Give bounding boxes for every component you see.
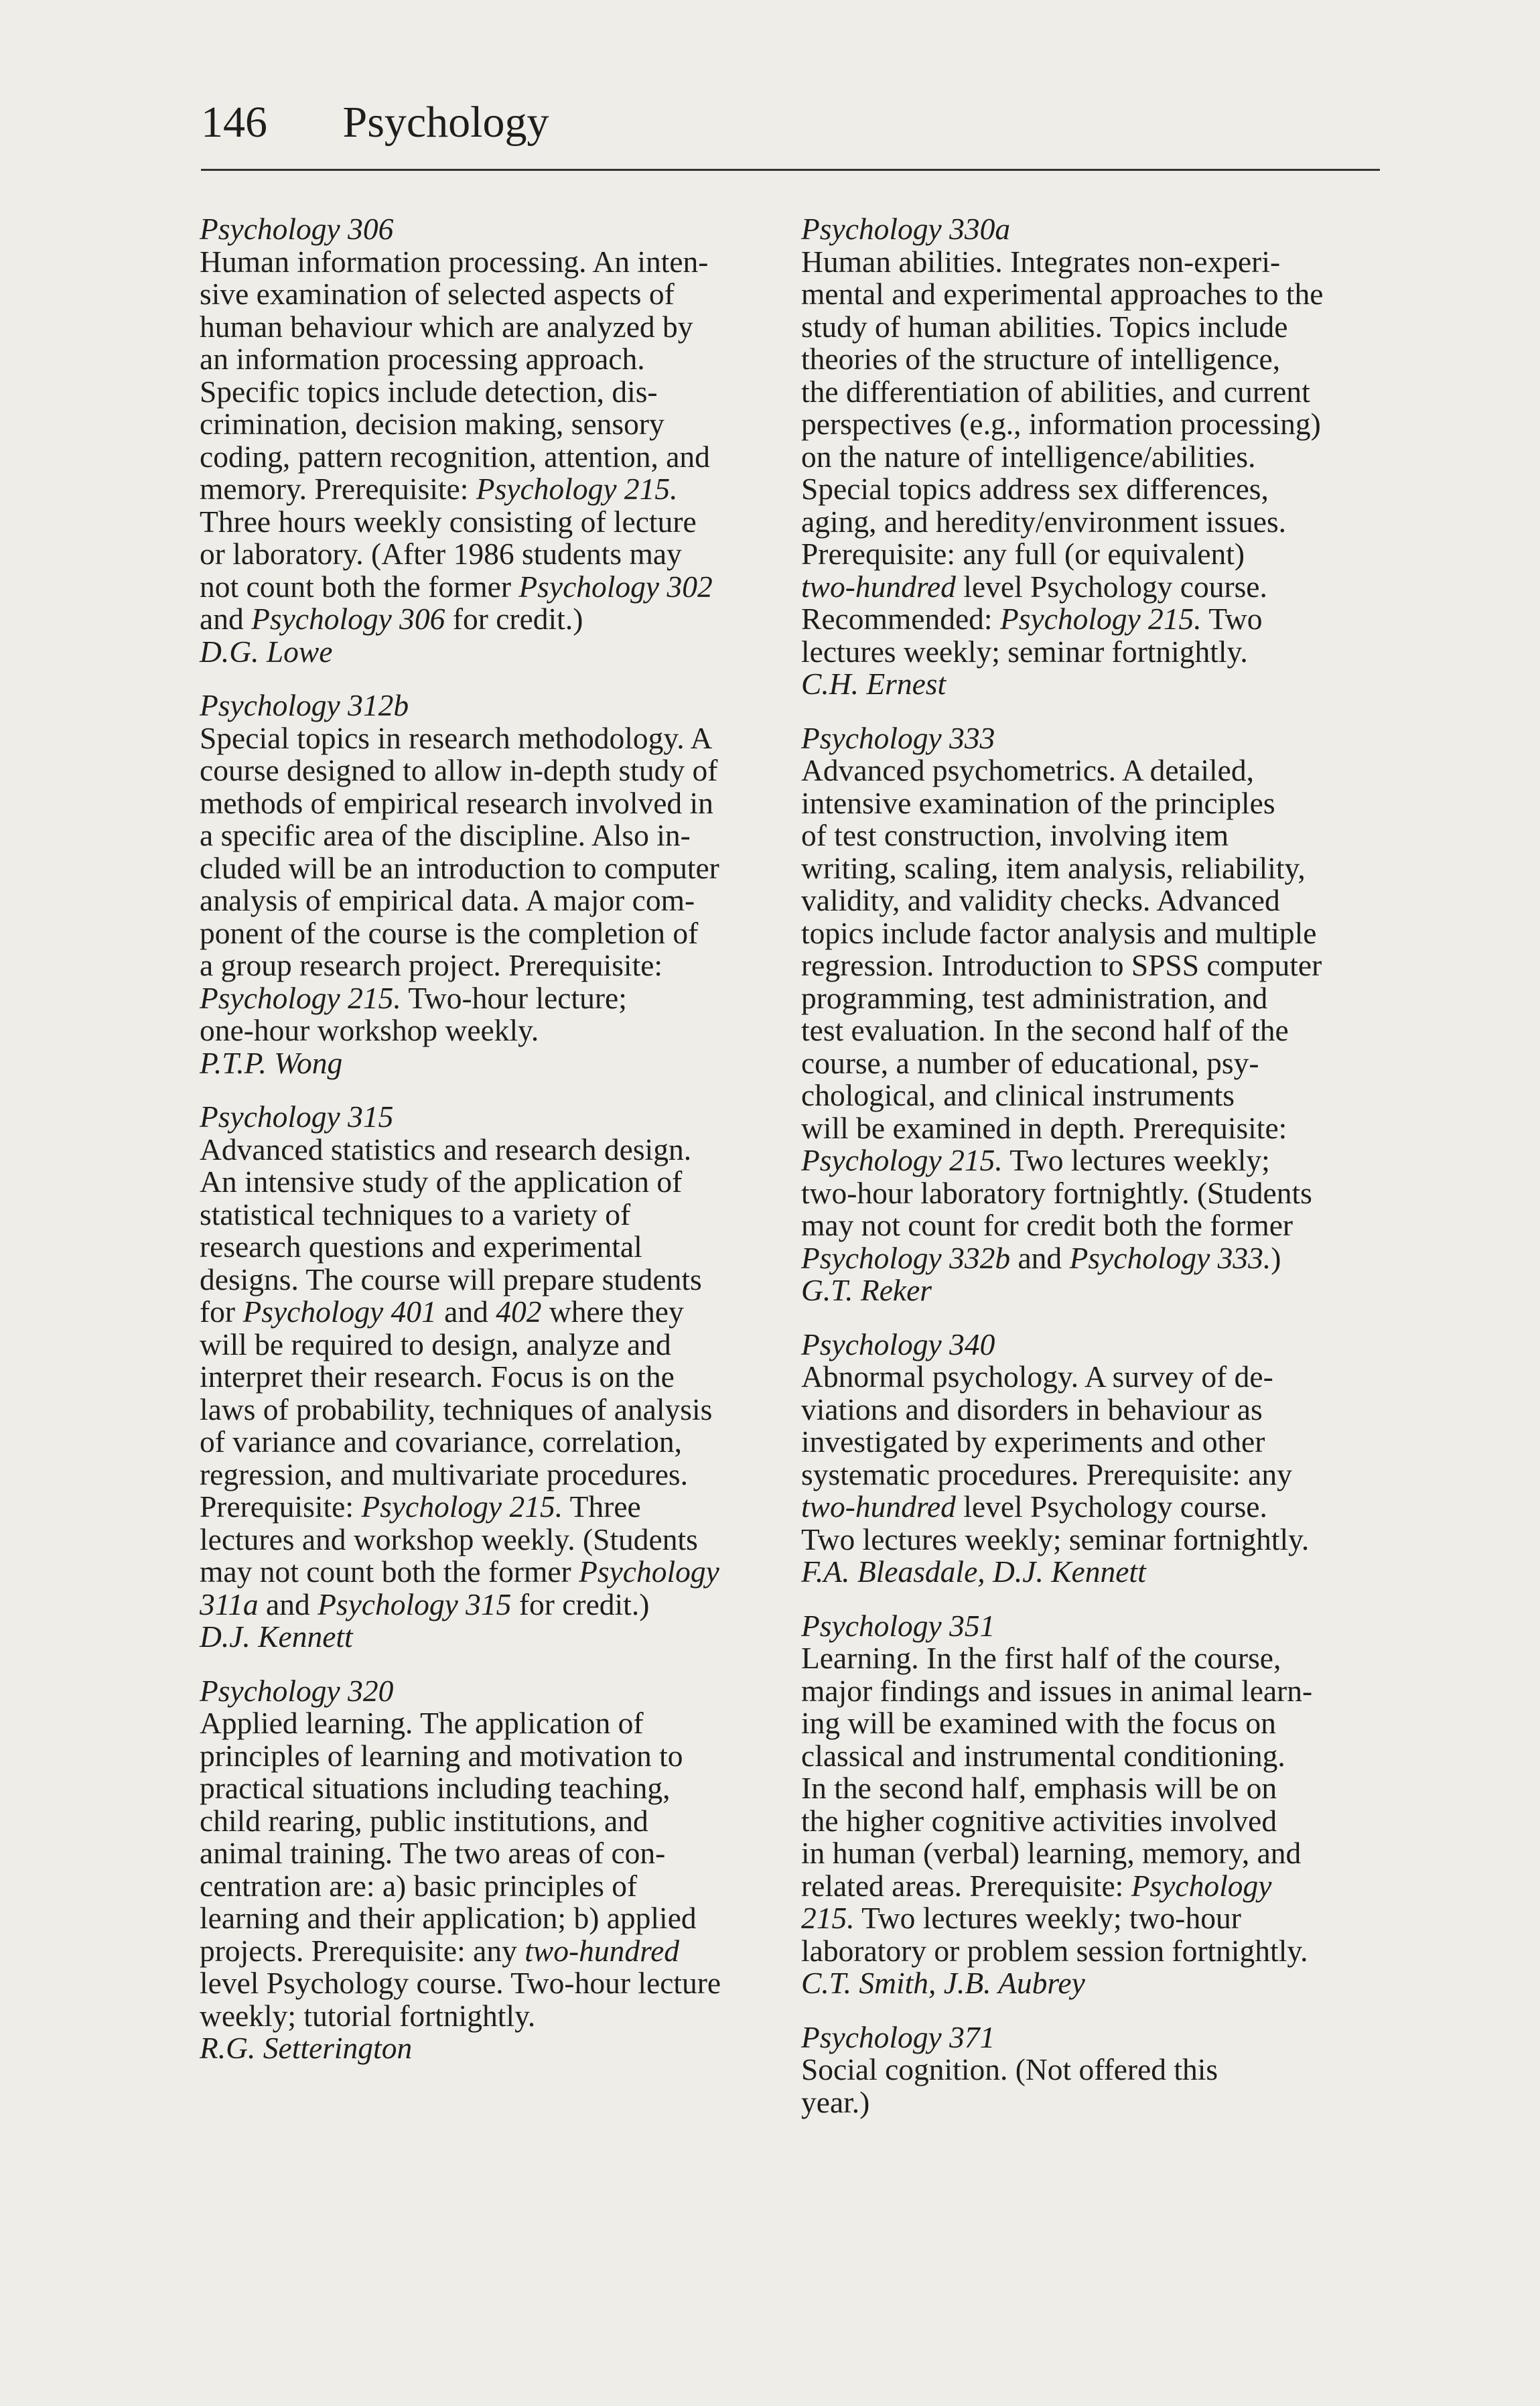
- text-run: level Psychology course. Two-hour lecture: [200, 1966, 721, 2000]
- course-title: Psychology 371: [801, 2019, 995, 2054]
- text-line: [200, 1231, 776, 1264]
- text-line: [200, 754, 776, 787]
- text-run: chological, and clinical instruments: [801, 1078, 1235, 1112]
- text-line: [801, 884, 1391, 917]
- text-line: [200, 473, 776, 506]
- text-line: [200, 1707, 776, 1740]
- text-run: may not count for credit both the former: [801, 1208, 1293, 1242]
- text-run: An intensive study of the application of: [200, 1164, 683, 1199]
- text-run: analysis of empirical data. A major com-: [200, 883, 695, 917]
- text-line: [200, 949, 776, 982]
- text-run: and: [200, 602, 252, 636]
- text-line: [200, 603, 776, 636]
- text-line: [200, 506, 776, 539]
- text-line: [801, 473, 1391, 506]
- course-entry: [801, 2021, 1391, 2119]
- course-description: [200, 246, 776, 636]
- text-line: [801, 1707, 1391, 1740]
- text-run: Two: [1201, 602, 1263, 636]
- text-run: laboratory or problem session fortnightly.: [801, 1933, 1308, 1968]
- text-line: [801, 441, 1391, 474]
- text-run: crimination, decision making, sensory: [200, 407, 664, 441]
- text-run: Social cognition. (Not offered this: [801, 2052, 1218, 2086]
- text-line: [801, 819, 1391, 852]
- text-run: level Psychology course.: [955, 1489, 1267, 1524]
- text-line: [801, 1361, 1391, 1394]
- text-run: human behaviour which are analyzed by: [200, 309, 693, 344]
- text-line: [801, 1459, 1391, 1491]
- text-run: course designed to allow in-depth study of: [200, 753, 718, 787]
- text-run: theories of the structure of intelligence,: [801, 342, 1281, 376]
- text-run: the higher cognitive activities involved: [801, 1803, 1277, 1838]
- course-instructor: F.A. Bleasdale, D.J. Kennett: [801, 1554, 1146, 1589]
- course-description: [801, 754, 1391, 1274]
- text-line: [200, 1491, 776, 1524]
- text-run: Applied learning. The application of: [200, 1706, 644, 1740]
- course-reference: Psychology 215.: [200, 980, 401, 1015]
- text-line: [200, 1329, 776, 1361]
- text-run: investigated by experiments and other: [801, 1424, 1265, 1459]
- text-line: [200, 1740, 776, 1773]
- left-column: [200, 213, 776, 2086]
- text-run: will be required to design, analyze and: [200, 1327, 671, 1361]
- text-line: [801, 1242, 1391, 1275]
- text-line: [200, 1870, 776, 1903]
- course-reference: two-hundred: [801, 569, 956, 604]
- course-instructor: C.T. Smith, J.B. Aubrey: [801, 1966, 1085, 2000]
- text-run: classical and instrumental conditioning.: [801, 1738, 1285, 1773]
- text-run: for: [200, 1294, 243, 1329]
- text-run: for credit.): [445, 602, 583, 636]
- text-run: course, a number of educational, psy-: [801, 1045, 1259, 1080]
- text-run: designs. The course will prepare students: [200, 1262, 702, 1296]
- text-line: [801, 1144, 1391, 1177]
- text-line: [801, 376, 1391, 409]
- text-line: [200, 1967, 776, 2000]
- course-reference: Psychology 333.: [1069, 1240, 1271, 1275]
- text-run: lectures weekly; seminar fortnightly.: [801, 634, 1248, 669]
- text-line: [801, 787, 1391, 820]
- course-title: Psychology 330a: [801, 212, 1011, 246]
- text-run: cluded will be an introduction to computer: [200, 850, 719, 885]
- text-run: may not count both the former: [200, 1554, 579, 1589]
- course-entry: [801, 213, 1391, 701]
- course-description: [801, 1642, 1391, 1967]
- course-entry: [801, 722, 1391, 1307]
- course-description: [801, 1361, 1391, 1556]
- text-run: research questions and experimental: [200, 1229, 642, 1264]
- text-line: [801, 917, 1391, 950]
- course-title: Psychology 340: [801, 1327, 995, 1361]
- text-run: interpret their research. Focus is on the: [200, 1359, 675, 1394]
- course-instructor: D.J. Kennett: [200, 1619, 353, 1654]
- text-run: regression. Introduction to SPSS computer: [801, 948, 1322, 982]
- text-line: [200, 819, 776, 852]
- text-run: year.): [801, 2084, 870, 2119]
- text-line: [200, 376, 776, 409]
- text-line: [801, 1209, 1391, 1242]
- text-line: [801, 1837, 1391, 1870]
- text-line: [200, 1134, 776, 1166]
- text-line: [200, 1264, 776, 1296]
- text-line: [801, 1740, 1391, 1773]
- course-instructor: D.G. Lowe: [200, 634, 333, 669]
- text-run: will be examined in depth. Prerequisite:: [801, 1110, 1287, 1145]
- text-run: Learning. In the first half of the course,: [801, 1641, 1281, 1675]
- text-line: [200, 1166, 776, 1199]
- text-line: [200, 722, 776, 755]
- text-line: [801, 1047, 1391, 1080]
- text-run: two-hour laboratory fortnightly. (Students: [801, 1175, 1312, 1210]
- course-title: Psychology 306: [200, 212, 394, 246]
- text-run: Advanced statistics and research design.: [200, 1132, 692, 1166]
- text-line: [801, 1491, 1391, 1524]
- text-line: [200, 852, 776, 885]
- text-run: ): [1271, 1240, 1281, 1275]
- text-run: level Psychology course.: [955, 569, 1267, 604]
- text-run: one-hour workshop weekly.: [200, 1013, 539, 1047]
- text-run: test evaluation. In the second half of the: [801, 1013, 1289, 1047]
- course-reference: two-hundred: [524, 1933, 680, 1968]
- text-line: [200, 1935, 776, 1968]
- course-entry: [200, 689, 776, 1079]
- text-run: ing will be examined with the focus on: [801, 1706, 1276, 1740]
- text-run: Specific topics include detection, dis-: [200, 374, 658, 409]
- text-line: [200, 2000, 776, 2033]
- text-run: learning and their application; b) applied: [200, 1901, 697, 1935]
- course-title: Psychology 351: [801, 1608, 995, 1643]
- text-run: writing, scaling, item analysis, reliability,: [801, 850, 1306, 885]
- text-line: [801, 1935, 1391, 1968]
- course-reference: Psychology 215.: [476, 472, 678, 506]
- course-entry: [200, 1101, 776, 1654]
- text-run: in human (verbal) learning, memory, and: [801, 1836, 1302, 1870]
- text-line: [801, 343, 1391, 376]
- text-run: child rearing, public institutions, and: [200, 1803, 648, 1838]
- course-reference: Psychology 332b: [801, 1240, 1011, 1275]
- page-header: [201, 98, 549, 147]
- text-run: statistical techniques to a variety of: [200, 1197, 631, 1231]
- text-run: Prerequisite: any full (or equivalent): [801, 537, 1245, 571]
- text-line: [200, 1394, 776, 1426]
- text-run: practical situations including teaching,: [200, 1771, 671, 1805]
- text-line: [801, 2086, 1391, 2119]
- text-line: [801, 1805, 1391, 1838]
- text-run: animal training. The two areas of con-: [200, 1836, 666, 1870]
- text-run: viations and disorders in behaviour as: [801, 1392, 1263, 1426]
- right-column: [801, 213, 1391, 2140]
- course-reference: Psychology 215.: [999, 602, 1202, 636]
- text-line: [801, 1014, 1391, 1047]
- course-reference: Psychology 306: [251, 602, 445, 636]
- course-reference: Psychology 401: [242, 1294, 437, 1329]
- text-run: sive examination of selected aspects of: [200, 277, 675, 311]
- text-run: perspectives (e.g., information processing): [801, 407, 1321, 441]
- text-run: systematic procedures. Prerequisite: any: [801, 1457, 1292, 1491]
- text-run: Two lectures weekly; seminar fortnightly.: [801, 1522, 1310, 1556]
- text-run: of variance and covariance, correlation,: [200, 1424, 683, 1459]
- course-description: [200, 722, 776, 1047]
- page-number: 146: [201, 98, 267, 147]
- text-run: Human abilities. Integrates non-experi-: [801, 244, 1281, 279]
- text-line: [801, 1772, 1391, 1805]
- course-entry: [200, 1675, 776, 2065]
- text-line: [801, 1394, 1391, 1426]
- text-line: [200, 1199, 776, 1231]
- text-line: [200, 1361, 776, 1394]
- text-line: [200, 538, 776, 571]
- text-run: on the nature of intelligence/abilities.: [801, 439, 1256, 474]
- text-line: [200, 1589, 776, 1621]
- text-run: laws of probability, techniques of analysis: [200, 1392, 713, 1426]
- course-instructor: G.T. Reker: [801, 1273, 932, 1307]
- text-run: Abnormal psychology. A survey of de-: [801, 1359, 1273, 1394]
- text-line: [200, 441, 776, 474]
- course-reference: 215.: [801, 1901, 855, 1935]
- text-line: [200, 884, 776, 917]
- course-title: Psychology 320: [200, 1673, 394, 1708]
- text-line: [200, 246, 776, 279]
- text-line: [801, 636, 1391, 669]
- text-run: the differentiation of abilities, and current: [801, 374, 1310, 409]
- text-line: [801, 2054, 1391, 2086]
- text-run: Recommended:: [801, 602, 1000, 636]
- text-line: [801, 754, 1391, 787]
- text-run: and: [258, 1587, 318, 1621]
- text-run: study of human abilities. Topics include: [801, 309, 1288, 344]
- text-line: [200, 917, 776, 950]
- text-run: and: [436, 1294, 496, 1329]
- text-line: [200, 1426, 776, 1459]
- text-run: an information processing approach.: [200, 342, 645, 376]
- text-run: weekly; tutorial fortnightly.: [200, 1998, 536, 2033]
- text-line: [801, 278, 1391, 311]
- text-run: Three: [563, 1489, 641, 1524]
- text-line: [801, 852, 1391, 885]
- text-line: [801, 1177, 1391, 1210]
- text-line: [200, 1459, 776, 1491]
- text-line: [200, 1296, 776, 1329]
- text-run: where they: [541, 1294, 684, 1329]
- text-line: [801, 311, 1391, 344]
- text-run: intensive examination of the principles: [801, 785, 1275, 820]
- text-run: aging, and heredity/environment issues.: [801, 504, 1287, 539]
- course-reference: two-hundred: [801, 1489, 956, 1524]
- course-reference: Psychology 215.: [801, 1143, 1003, 1177]
- text-run: and: [1010, 1240, 1070, 1275]
- text-run: Special topics address sex differences,: [801, 472, 1269, 506]
- running-title: Psychology: [342, 98, 549, 147]
- text-line: [200, 982, 776, 1015]
- course-reference: Psychology 315: [318, 1587, 512, 1621]
- text-run: a group research project. Prerequisite:: [200, 948, 663, 982]
- text-line: [801, 506, 1391, 539]
- text-run: Three hours weekly consisting of lecture: [200, 504, 697, 539]
- text-run: programming, test administration, and: [801, 980, 1268, 1015]
- text-line: [801, 1426, 1391, 1459]
- text-run: or laboratory. (After 1986 students may: [200, 537, 682, 571]
- text-line: [801, 1870, 1391, 1903]
- course-instructor: C.H. Ernest: [801, 667, 947, 701]
- text-run: for credit.): [511, 1587, 650, 1621]
- course-entry: [801, 1610, 1391, 2000]
- text-line: [801, 1902, 1391, 1935]
- text-line: [801, 1079, 1391, 1112]
- course-description: [801, 246, 1391, 669]
- header-rule: [201, 169, 1380, 171]
- course-entry: [200, 213, 776, 668]
- course-reference: Psychology: [579, 1554, 719, 1589]
- course-reference: Psychology 302: [518, 569, 713, 604]
- text-line: [200, 278, 776, 311]
- course-instructor: P.T.P. Wong: [200, 1045, 343, 1080]
- text-line: [200, 1902, 776, 1935]
- text-run: Special topics in research methodology. A: [200, 720, 713, 755]
- text-run: methods of empirical research involved in: [200, 785, 713, 820]
- course-description: [200, 1134, 776, 1621]
- text-line: [200, 1805, 776, 1838]
- text-line: [200, 1524, 776, 1556]
- text-run: centration are: a) basic principles of: [200, 1868, 638, 1903]
- text-line: [801, 603, 1391, 636]
- text-line: [200, 311, 776, 344]
- text-run: memory. Prerequisite:: [200, 472, 476, 506]
- text-line: [801, 1675, 1391, 1708]
- text-run: mental and experimental approaches to the: [801, 277, 1324, 311]
- text-line: [801, 408, 1391, 441]
- text-run: Human information processing. An inten-: [200, 244, 709, 279]
- text-run: regression, and multivariate procedures.: [200, 1457, 688, 1491]
- course-instructor: R.G. Setterington: [200, 2031, 413, 2065]
- text-run: of test construction, involving item: [801, 818, 1229, 852]
- course-reference: Psychology: [1131, 1868, 1272, 1903]
- text-line: [801, 982, 1391, 1015]
- text-line: [200, 408, 776, 441]
- course-reference: 311a: [200, 1587, 259, 1621]
- text-run: projects. Prerequisite: any: [200, 1933, 525, 1968]
- text-line: [200, 1837, 776, 1870]
- text-run: principles of learning and motivation to: [200, 1738, 683, 1773]
- course-title: Psychology 333: [801, 720, 995, 755]
- text-line: [200, 1772, 776, 1805]
- text-line: [801, 1642, 1391, 1675]
- text-run: validity, and validity checks. Advanced: [801, 883, 1280, 917]
- text-line: [801, 246, 1391, 279]
- course-title: Psychology 312b: [200, 688, 409, 722]
- text-run: not count both the former: [200, 569, 519, 604]
- text-line: [801, 1112, 1391, 1145]
- text-line: [801, 949, 1391, 982]
- course-reference: Psychology 215.: [361, 1489, 563, 1524]
- text-run: ponent of the course is the completion of: [200, 915, 699, 950]
- text-run: coding, pattern recognition, attention, and: [200, 439, 710, 474]
- text-line: [200, 787, 776, 820]
- text-run: Advanced psychometrics. A detailed,: [801, 753, 1254, 787]
- course-description: [200, 1707, 776, 2032]
- text-run: Two-hour lecture;: [401, 980, 627, 1015]
- text-line: [200, 1556, 776, 1589]
- text-line: [801, 1524, 1391, 1556]
- text-run: a specific area of the discipline. Also in-: [200, 818, 691, 852]
- text-run: Two lectures weekly; two-hour: [854, 1901, 1241, 1935]
- text-line: [200, 1014, 776, 1047]
- text-run: related areas. Prerequisite:: [801, 1868, 1131, 1903]
- text-run: topics include factor analysis and multiple: [801, 915, 1317, 950]
- text-run: Two lectures weekly;: [1002, 1143, 1270, 1177]
- course-description: [801, 2054, 1391, 2119]
- text-line: [200, 571, 776, 604]
- text-run: lectures and workshop weekly. (Students: [200, 1522, 698, 1556]
- course-entry: [801, 1329, 1391, 1589]
- text-line: [801, 571, 1391, 604]
- text-run: In the second half, emphasis will be on: [801, 1771, 1277, 1805]
- course-title: Psychology 315: [200, 1099, 394, 1134]
- text-line: [801, 538, 1391, 571]
- course-reference: 402: [496, 1294, 542, 1329]
- text-run: Prerequisite:: [200, 1489, 362, 1524]
- text-run: major findings and issues in animal learn-: [801, 1673, 1313, 1708]
- text-line: [200, 343, 776, 376]
